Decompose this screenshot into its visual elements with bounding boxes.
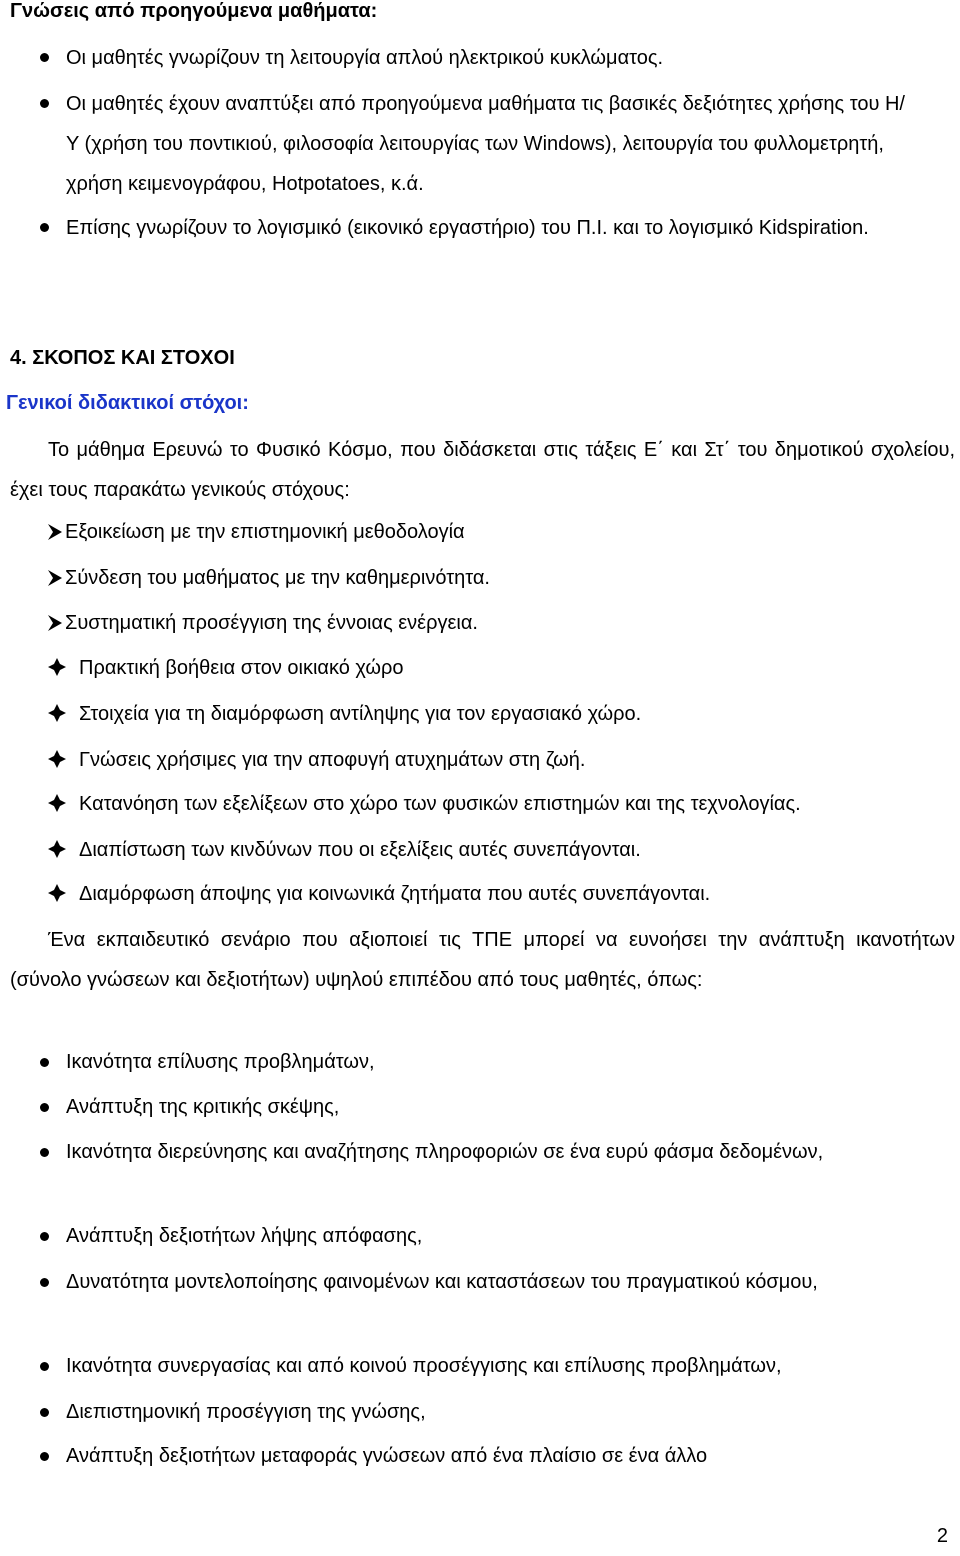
skill-item: Ικανότητα επίλυσης προβλημάτων, (40, 1042, 955, 1082)
skill-item: Ανάπτυξη δεξιοτήτων λήψης απόφασης, (40, 1216, 955, 1256)
section-subtitle: Γενικοί διδακτικοί στόχοι: (6, 392, 249, 414)
skill-item: Ικανότητα διερεύνησης και αναζήτησης πληροφοριών σε ένα ευρύ φάσμα δεδομένων, (40, 1132, 955, 1172)
section-title: 4. ΣΚΟΠΟΣ ΚΑΙ ΣΤΟΧΟΙ (10, 347, 235, 369)
bullet-icon (40, 1058, 49, 1067)
prior-knowledge-title: Γνώσεις από προηγούμενα μαθήματα: (10, 0, 378, 22)
bullet-icon (40, 223, 49, 232)
bullet-icon (40, 1232, 49, 1241)
goal-item: Κατανόηση των εξελίξεων στο χώρο των φυσικών επιστημών και της τεχνολογίας. (47, 784, 801, 824)
bullet-icon (40, 53, 49, 62)
bullet-icon (40, 1103, 49, 1112)
goal-item: Διαπίστωση των κινδύνων που οι εξελίξεις αυτές συνεπάγονται. (47, 830, 641, 870)
arrowhead-icon (47, 603, 63, 643)
ict-paragraph: Ένα εκπαιδευτικό σενάριο που αξιοποιεί τις ΤΠΕ μπορεί να ευνοήσει την ανάπτυξη ικανοτήτων (σύνολο γνώσεων και δεξιοτήτων) υψηλού επιπέδου από τους μαθητές, όπως: (10, 929, 955, 991)
arrowhead-icon (47, 558, 63, 598)
goal-item: Στοιχεία για τη διαμόρφωση αντίληψης για τον εργασιακό χώρο. (47, 694, 641, 734)
goal-item: Συστηματική προσέγγιση της έννοιας ενέργεια. (47, 603, 478, 643)
skill-item: Διεπιστημονική προσέγγιση της γνώσης, (40, 1392, 955, 1432)
intro-paragraph: Το μάθημα Ερευνώ το Φυσικό Κόσμο, που διδάσκεται στις τάξεις Ε΄ και Στ΄ του δημοτικού σχολείου, έχει τους παρακάτω γενικούς στόχους: (10, 439, 955, 501)
diamond-icon (47, 648, 71, 688)
goal-item: Σύνδεση του μαθήματος με την καθημερινότητα. (47, 558, 490, 598)
diamond-icon (47, 694, 71, 734)
bullet-icon (40, 99, 49, 108)
diamond-icon (47, 874, 71, 914)
goal-item: Πρακτική βοήθεια στον οικιακό χώρο (47, 648, 403, 688)
goal-item: Γνώσεις χρήσιμες για την αποφυγή ατυχημάτων στη ζωή. (47, 740, 585, 780)
skill-item: Δυνατότητα μοντελοποίησης φαινομένων και καταστάσεων του πραγματικού κόσμου, (40, 1262, 955, 1302)
prior-knowledge-item: Οι μαθητές έχουν αναπτύξει από προηγούμενα μαθήματα τις βασικές δεξιότητες χρήσης του Η/Υ (χρήση του ποντικιού, φιλοσοφία λειτουργίας των Windows), λειτουργία του φυλλομετρητή, χρήση κειμενογράφου, Hotpotatoes, κ.ά. (40, 84, 910, 204)
prior-knowledge-item: Οι μαθητές γνωρίζουν τη λειτουργία απλού ηλεκτρικού κυκλώματος. (40, 38, 920, 78)
bullet-icon (40, 1452, 49, 1461)
goal-item: Εξοικείωση με την επιστημονική μεθοδολογία (47, 512, 465, 552)
diamond-icon (47, 740, 71, 780)
bullet-icon (40, 1362, 49, 1371)
bullet-icon (40, 1278, 49, 1287)
prior-knowledge-item: Επίσης γνωρίζουν το λογισμικό (εικονικό εργαστήριο) του Π.Ι. και το λογισμικό Kidspiration. (40, 208, 910, 248)
arrowhead-icon (47, 512, 63, 552)
bullet-icon (40, 1148, 49, 1157)
diamond-icon (47, 784, 71, 824)
page-number: 2 (936, 1525, 948, 1547)
goal-item: Διαμόρφωση άποψης για κοινωνικά ζητήματα που αυτές συνεπάγονται. (47, 874, 710, 914)
skill-item: Ανάπτυξη της κριτικής σκέψης, (40, 1087, 955, 1127)
skill-item: Ανάπτυξη δεξιοτήτων μεταφοράς γνώσεων από ένα πλαίσιο σε ένα άλλο (40, 1436, 955, 1476)
diamond-icon (47, 830, 71, 870)
skill-item: Ικανότητα συνεργασίας και από κοινού προσέγγισης και επίλυσης προβλημάτων, (40, 1346, 955, 1386)
bullet-icon (40, 1408, 49, 1417)
